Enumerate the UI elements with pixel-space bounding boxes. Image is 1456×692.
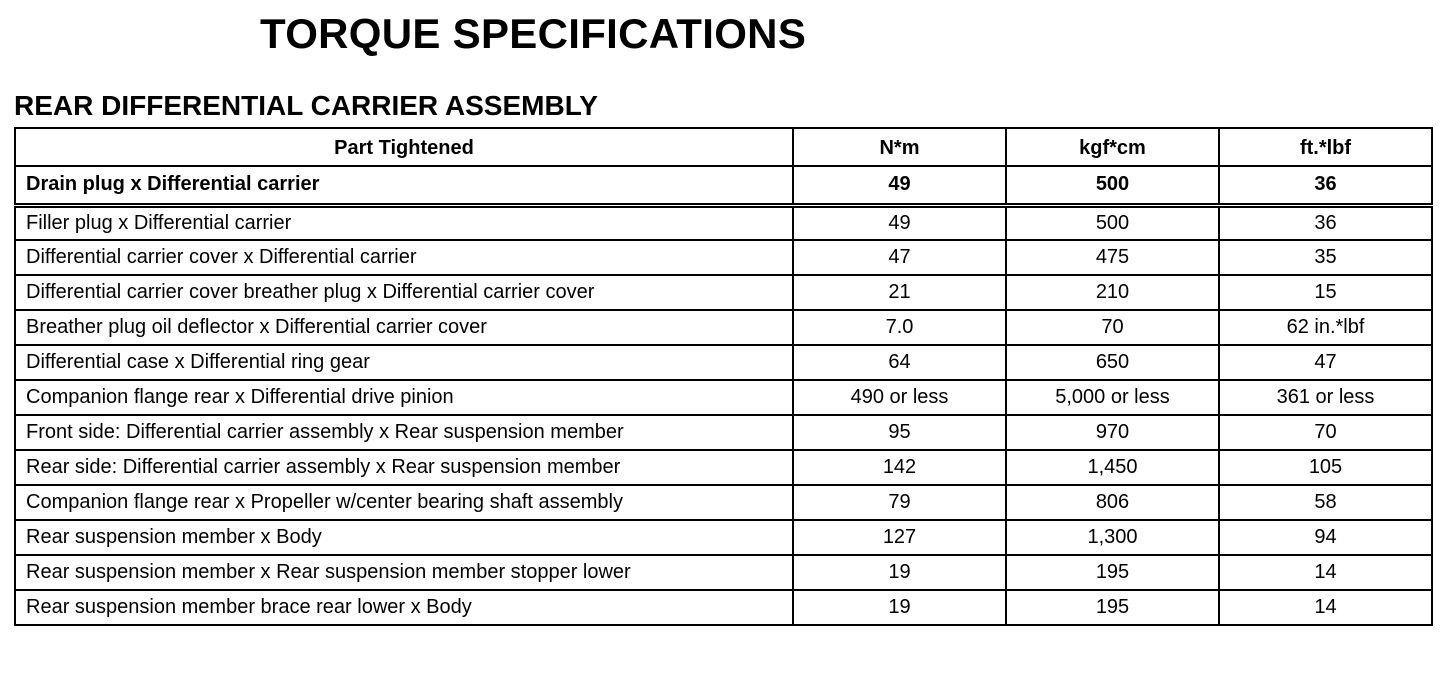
nm-cell: 49 [793, 205, 1006, 240]
ftlbf-cell: 47 [1219, 345, 1432, 380]
table-row [15, 555, 1432, 590]
table-row [15, 485, 1432, 520]
table-row [15, 380, 1432, 415]
nm-cell: 142 [793, 450, 1006, 485]
nm-cell: 49 [793, 166, 1006, 205]
ftlbf-cell: 35 [1219, 240, 1432, 275]
torque-spec-table [14, 127, 1433, 626]
header-kgfcm: kgf*cm [1006, 128, 1219, 166]
ftlbf-cell: 94 [1219, 520, 1432, 555]
ftlbf-cell: 361 or less [1219, 380, 1432, 415]
kgfcm-cell: 195 [1006, 555, 1219, 590]
kgfcm-cell: 650 [1006, 345, 1219, 380]
table-row [15, 520, 1432, 555]
part-cell: Drain plug x Differential carrier [15, 166, 793, 205]
part-cell: Companion flange rear x Differential drive pinion [15, 380, 793, 415]
table-row [15, 415, 1432, 450]
table-row [15, 450, 1432, 485]
nm-cell: 19 [793, 590, 1006, 625]
part-cell: Companion flange rear x Propeller w/center bearing shaft assembly [15, 485, 793, 520]
part-cell: Breather plug oil deflector x Differential carrier cover [15, 310, 793, 345]
kgfcm-cell: 1,450 [1006, 450, 1219, 485]
part-cell: Filler plug x Differential carrier [15, 205, 793, 240]
part-cell: Differential carrier cover x Differential carrier [15, 240, 793, 275]
kgfcm-cell: 195 [1006, 590, 1219, 625]
kgfcm-cell: 500 [1006, 205, 1219, 240]
nm-cell: 19 [793, 555, 1006, 590]
table-header-row [15, 128, 1432, 166]
nm-cell: 79 [793, 485, 1006, 520]
ftlbf-cell: 58 [1219, 485, 1432, 520]
table-row [15, 345, 1432, 380]
table-row [15, 166, 1432, 205]
part-cell: Front side: Differential carrier assembly x Rear suspension member [15, 415, 793, 450]
ftlbf-cell: 14 [1219, 555, 1432, 590]
ftlbf-cell: 36 [1219, 166, 1432, 205]
header-ftlbf: ft.*lbf [1219, 128, 1432, 166]
kgfcm-cell: 500 [1006, 166, 1219, 205]
nm-cell: 47 [793, 240, 1006, 275]
part-cell: Rear suspension member x Body [15, 520, 793, 555]
nm-cell: 7.0 [793, 310, 1006, 345]
ftlbf-cell: 15 [1219, 275, 1432, 310]
kgfcm-cell: 1,300 [1006, 520, 1219, 555]
table-row [15, 240, 1432, 275]
part-cell: Differential carrier cover breather plug x Differential carrier cover [15, 275, 793, 310]
kgfcm-cell: 210 [1006, 275, 1219, 310]
part-cell: Rear suspension member brace rear lower x Body [15, 590, 793, 625]
kgfcm-cell: 475 [1006, 240, 1219, 275]
ftlbf-cell: 14 [1219, 590, 1432, 625]
table-row [15, 310, 1432, 345]
table-row [15, 590, 1432, 625]
part-cell: Rear side: Differential carrier assembly x Rear suspension member [15, 450, 793, 485]
nm-cell: 490 or less [793, 380, 1006, 415]
nm-cell: 95 [793, 415, 1006, 450]
table-row [15, 205, 1432, 240]
header-nm: N*m [793, 128, 1006, 166]
kgfcm-cell: 806 [1006, 485, 1219, 520]
part-cell: Differential case x Differential ring gear [15, 345, 793, 380]
ftlbf-cell: 70 [1219, 415, 1432, 450]
ftlbf-cell: 62 in.*lbf [1219, 310, 1432, 345]
page-title: TORQUE SPECIFICATIONS [260, 10, 807, 57]
nm-cell: 64 [793, 345, 1006, 380]
ftlbf-cell: 36 [1219, 205, 1432, 240]
header-part-tightened: Part Tightened [15, 128, 793, 166]
section-title: REAR DIFFERENTIAL CARRIER ASSEMBLY [14, 90, 598, 121]
table-row [15, 275, 1432, 310]
kgfcm-cell: 70 [1006, 310, 1219, 345]
nm-cell: 127 [793, 520, 1006, 555]
nm-cell: 21 [793, 275, 1006, 310]
kgfcm-cell: 970 [1006, 415, 1219, 450]
ftlbf-cell: 105 [1219, 450, 1432, 485]
part-cell: Rear suspension member x Rear suspension member stopper lower [15, 555, 793, 590]
kgfcm-cell: 5,000 or less [1006, 380, 1219, 415]
